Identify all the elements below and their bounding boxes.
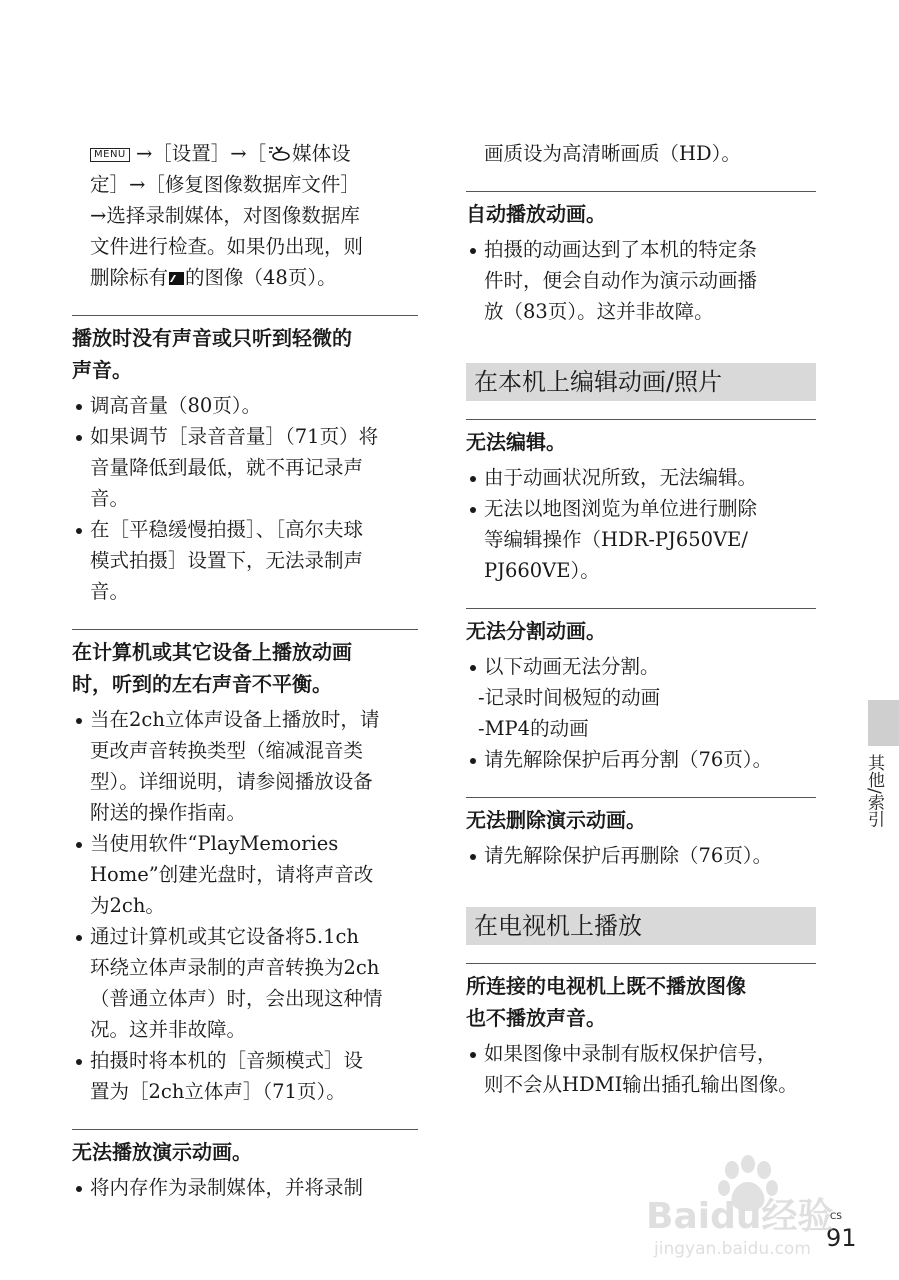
- list-item: 将内存作为录制媒体，并将录制: [72, 1172, 418, 1203]
- section-heading-cont: 时，听到的左右声音不平衡。: [72, 672, 332, 696]
- sub-list-item: -记录时间极短的动画: [478, 686, 661, 709]
- list-item: 如果调节［录音音量］（71页）将 音量降低到最低，就不再记录声 音。: [72, 421, 418, 514]
- list-item: 无法以地图浏览为单位进行删除 等编辑操作（HDR-PJ650VE/ PJ660VE）。: [466, 493, 816, 586]
- list-item: 当使用软件“PlayMemories Home”创建光盘时，请将声音改 为2ch。: [72, 828, 418, 921]
- left-column: [72, 138, 418, 1203]
- list-item: 通过计算机或其它设备将5.1ch 环绕立体声录制的声音转换为2ch （普通立体声）时，会出现这种情 况。这并非故障。: [72, 921, 418, 1045]
- section-heading: 无法编辑。: [466, 430, 566, 454]
- section-band: 在电视机上播放: [466, 907, 816, 945]
- baidu-watermark: [640, 1150, 860, 1260]
- intro-line-4: 文件进行检查。如果仍出现，则: [90, 235, 364, 258]
- page-number: 91: [826, 1224, 857, 1252]
- list-item: 当在2ch立体声设备上播放时，请 更改声音转换类型（缩减混音类 型）。详细说明，请参阅播放设备 附送的操作指南。: [72, 704, 418, 828]
- list-item: 请先解除保护后再删除（76页）。: [466, 840, 816, 871]
- language-code: CS: [830, 1212, 842, 1222]
- section-band: 在本机上编辑动画/照片: [466, 363, 816, 401]
- section-heading-cont: 声音。: [72, 358, 132, 382]
- intro-line-2: 定］→［修复图像数据库文件］: [90, 173, 360, 196]
- section-heading: 无法删除演示动画。: [466, 808, 646, 832]
- svg-text:Baidu经验: Baidu经验: [646, 1196, 834, 1237]
- list-item: 请先解除保护后再分割（76页）。: [466, 744, 816, 775]
- side-tab: [868, 700, 899, 746]
- section-heading-cont: 也不播放声音。: [466, 1006, 606, 1030]
- intro-line-3: →选择录制媒体，对图像数据库: [90, 204, 360, 227]
- media-settings-icon: [266, 143, 292, 163]
- list-item: 在［平稳缓慢拍摄］、［高尔夫球 模式拍摄］设置下，无法录制声 音。: [72, 514, 418, 607]
- svg-text:jingyan.baidu.com: jingyan.baidu.com: [654, 1239, 811, 1259]
- section-heading: 自动播放动画。: [466, 202, 606, 226]
- section-heading: 无法播放演示动画。: [72, 1140, 252, 1164]
- section-heading: 播放时没有声音或只听到轻微的: [72, 326, 352, 350]
- continued-text: 画质设为高清晰画质（HD）。: [484, 142, 741, 165]
- right-column: [466, 138, 816, 1100]
- intro-line-1: MENU →［设置］→［ 媒体设: [90, 138, 418, 169]
- intro-paragraph: [72, 138, 418, 293]
- sub-list-item: -MP4的动画: [478, 717, 589, 740]
- list-item: 由于动画状况所致，无法编辑。: [466, 462, 816, 493]
- menu-key-icon: MENU: [90, 148, 130, 162]
- image-management-icon: [169, 272, 184, 285]
- intro-line-5: 删除标有 的图像（48页）。: [90, 266, 337, 289]
- list-item: 以下动画无法分割。: [466, 651, 816, 682]
- section-heading: 在计算机或其它设备上播放动画: [72, 640, 352, 664]
- section-heading: 所连接的电视机上既不播放图像: [466, 974, 746, 998]
- list-item: 拍摄的动画达到了本机的特定条 件时，便会自动作为演示动画播 放（83页）。这并非故障。: [466, 234, 816, 327]
- list-item: 调高音量（80页）。: [72, 390, 418, 421]
- section-heading: 无法分割动画。: [466, 619, 606, 643]
- list-item: 拍摄时将本机的［音频模式］设 置为［2ch立体声］（71页）。: [72, 1045, 418, 1107]
- side-label: 其他/索引: [864, 754, 884, 828]
- list-item: 如果图像中录制有版权保护信号， 则不会从HDMI输出插孔输出图像。: [466, 1038, 816, 1100]
